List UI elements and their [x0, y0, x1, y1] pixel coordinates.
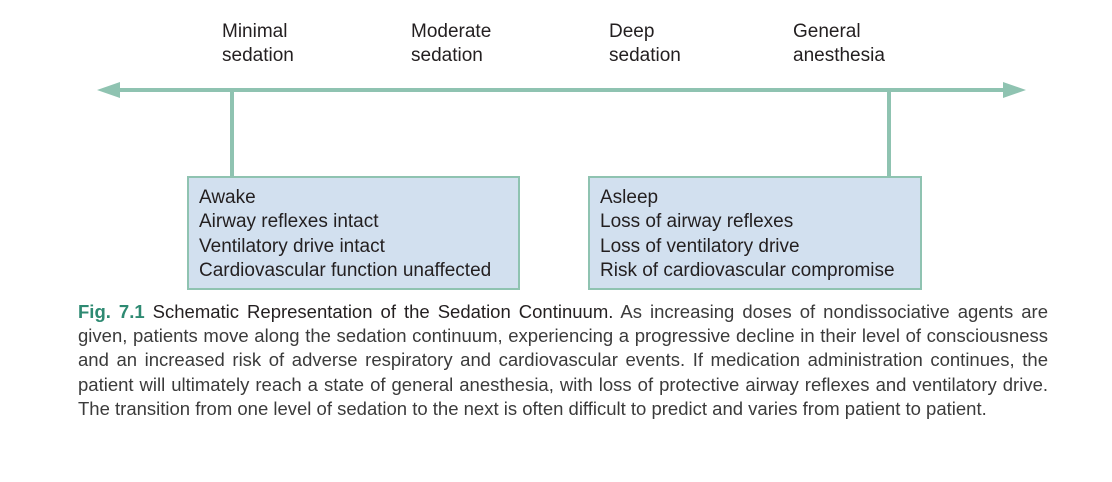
stage-label-deep-sedation: Deep sedation: [609, 21, 681, 66]
stage-label-moderate-sedation: Moderate sedation: [411, 21, 492, 66]
figure-caption: [78, 300, 1048, 421]
box-general-anesthesia-effects: Asleep Loss of airway reflexes Loss of ventilatory drive Risk of cardiovascular compromise: [588, 176, 922, 290]
stage-label-general-anesthesia: General anesthesia: [793, 21, 885, 66]
figure-caption-body: As increasing doses of nondissociative agents are given, patients move along the sedation continuum, experiencing a progressive decline in their level of consciousness and an increased risk of adverse respiratory and cardiovascular events. If medication administration continues, the patient will ultimately reach a state of general anesthesia, with loss of protective airway reflexes and ventilatory drive. The transition from one level of sedation to the next is often difficult to predict and varies from patient to patient.: [78, 301, 1048, 419]
figure-number: Fig. 7.1: [78, 301, 145, 322]
continuum-arrowhead-right: [1003, 82, 1026, 98]
stage-label-minimal-sedation: Minimal sedation: [222, 21, 294, 66]
continuum-arrowhead-left: [97, 82, 120, 98]
figure-title: Schematic Representation of the Sedation Continuum.: [152, 301, 614, 322]
box-minimal-sedation-effects: Awake Airway reflexes intact Ventilatory drive intact Cardiovascular function unaffected: [187, 176, 520, 290]
